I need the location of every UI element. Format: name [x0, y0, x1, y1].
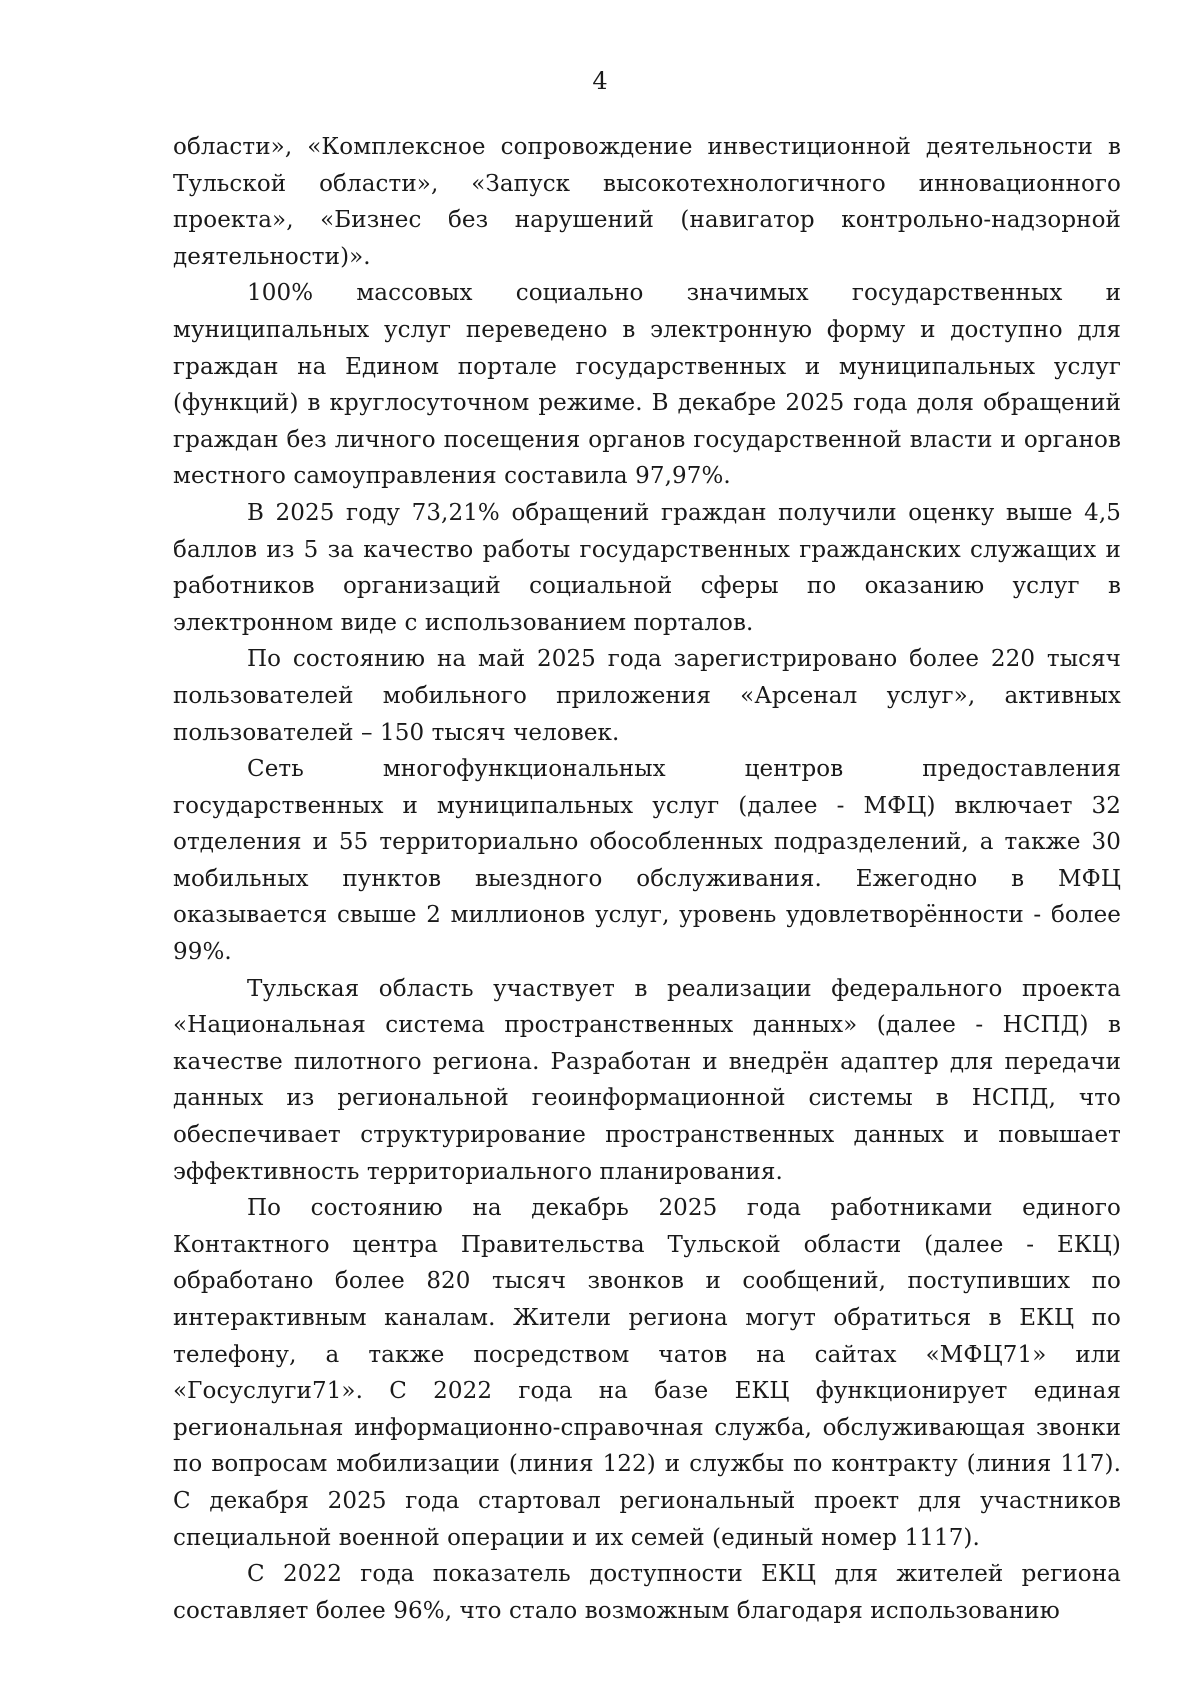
paragraph-mobile-app: По состоянию на май 2025 года зарегистрировано более 220 тысяч пользователей мобильного приложения «Арсенал услуг», активных пользователей – 150 тысяч человек. — [173, 646, 1121, 746]
document-body — [173, 129, 1121, 1629]
paragraph-continuation: области», «Комплексное сопровождение инвестиционной деятельности в Тульской области», «Запуск высокотехнологичного инновационного проекта», «Бизнес без нарушений (навигатор контрольно-надзорной деятельности)». — [173, 134, 1121, 270]
paragraph-contact-center: По состоянию на декабрь 2025 года работниками единого Контактного центра Правительства Тульской области (далее - ЕКЦ) обработано более 820 тысяч звонков и сообщений, поступивших по интерактивным каналам. Жители региона могут обратиться в ЕКЦ по телефону, а также посредством чатов на сайтах «МФЦ71» или «Госуслуги71». С 2022 года на базе ЕКЦ функционирует единая региональная информационно-справочная служба, обслуживающая звонки по вопросам мобилизации (линия 122) и службы по контракту (линия 117). С декабря 2025 года стартовал региональный проект для участников специальной военной операции и их семей (единый номер 1117). — [173, 1195, 1121, 1551]
paragraph-nspd: Тульская область участвует в реализации федерального проекта «Национальная система пространственных данных» (далее - НСПД) в качестве пилотного региона. Разработан и внедрён адаптер для передачи данных из региональной геоинформационной системы в НСПД, что обеспечивает структурирование пространственных данных и повышает эффективность территориального планирования. — [173, 975, 1121, 1185]
paragraph-availability: С 2022 года показатель доступности ЕКЦ для жителей региона составляет более 96%, что стало возможным благодаря использованию — [173, 1561, 1121, 1624]
paragraph-service-rating: В 2025 году 73,21% обращений граждан получили оценку выше 4,5 баллов из 5 за качество работы государственных гражданских служащих и работников организаций социальной сферы по оказанию услуг в электронном виде с использованием порталов. — [173, 499, 1121, 636]
page-number: 4 — [592, 67, 608, 95]
paragraph-public-services: 100% массовых социально значимых государственных и муниципальных услуг переведено в электронную форму и доступно для граждан на Едином портале государственных и муниципальных услуг (функций) в круглосуточном режиме. В декабре 2025 года доля обращений граждан без личного посещения органов государственной власти и органов местного самоуправления составила 97,97%. — [173, 280, 1121, 490]
paragraph-mfc-network: Сеть многофункциональных центров предоставления государственных и муниципальных услуг (далее - МФЦ) включает 32 отделения и 55 территориально обособленных подразделений, а также 30 мобильных пунктов выездного обслуживания. Ежегодно в МФЦ оказывается свыше 2 миллионов услуг, уровень удовлетворённости - более 99%. — [173, 756, 1121, 966]
